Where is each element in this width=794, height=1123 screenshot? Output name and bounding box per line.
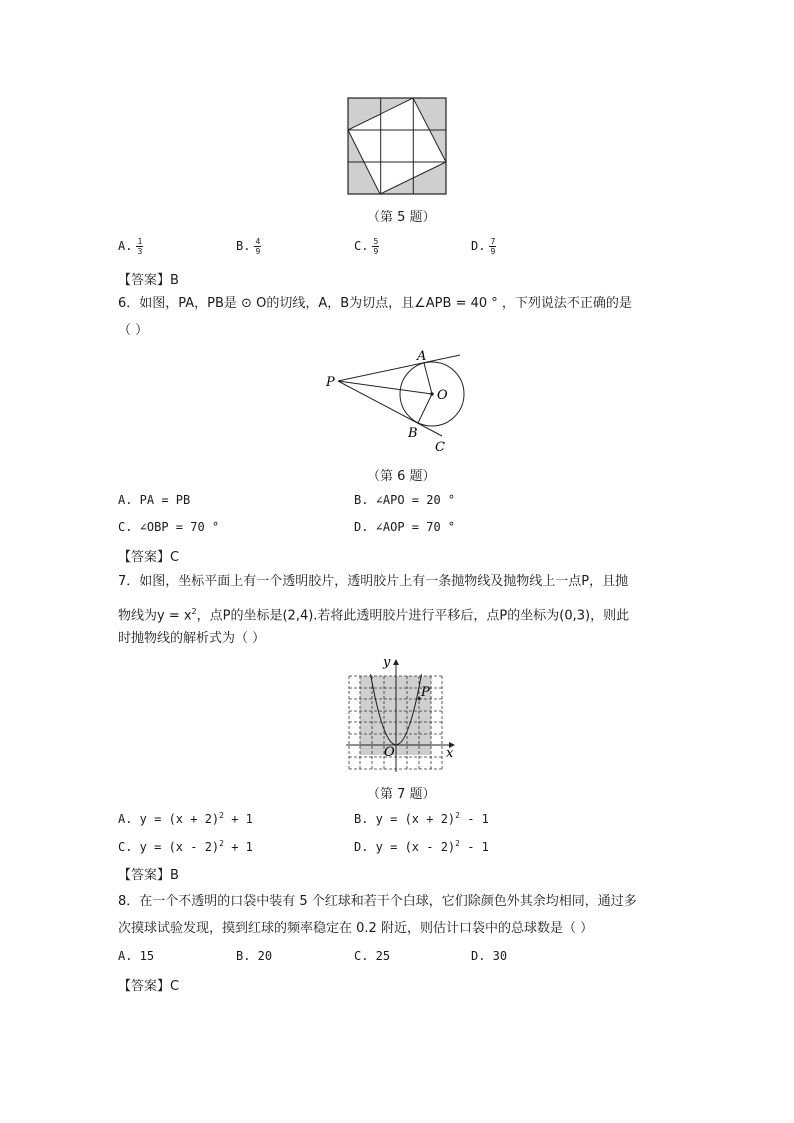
point-label-p: P bbox=[326, 375, 335, 390]
axis-label-x: x bbox=[446, 746, 454, 761]
q7-caption: （第 7 题） bbox=[367, 787, 436, 802]
option-label: D. bbox=[471, 239, 486, 253]
q7-figure bbox=[336, 654, 460, 774]
point-label-p: P bbox=[421, 685, 430, 700]
q7-option-a: A. $y = (x + 2)^2 + 1$ bbox=[118, 811, 253, 826]
q8-option-a: A. 15 bbox=[118, 949, 155, 963]
q7-stem-line1: 7．如图，坐标平面上有一个透明胶片，透明胶片上有一条抛物线及抛物线上一点P，且抛 bbox=[118, 574, 629, 589]
q8-option-d: D. 30 bbox=[471, 949, 508, 963]
q5-figure bbox=[346, 96, 448, 196]
q6-answer: 【答案】C bbox=[118, 550, 180, 565]
q6-stem-line1: 6．如图，PA，PB是 ⊙ O的切线，A，B为切点，且∠APB = 40 ° ，下列说法不正确的是 bbox=[118, 296, 632, 311]
q6-option-d: D. ∠AOP = 70 ° bbox=[354, 520, 456, 534]
fraction: $\frac{7}{9}$ bbox=[490, 237, 496, 256]
q8-answer: 【答案】C bbox=[118, 979, 180, 994]
q7-stem-line2: 物线为$y = x^2$，点P的坐标是(2,4).若将此透明胶片进行平移后，点P的坐标为(0,3)，则此 bbox=[118, 607, 630, 624]
q5-answer: 【答案】B bbox=[118, 273, 179, 288]
q8-stem-line2: 次摸球试验发现，摸到红球的频率稳定在 0.2 附近，则估计口袋中的总球数是（ ） bbox=[118, 921, 594, 936]
q7-answer: 【答案】B bbox=[118, 868, 179, 883]
q8-option-c: C. 25 bbox=[354, 949, 391, 963]
q7-option-c: C. y = (x - 2)$^2$ + 1 bbox=[118, 839, 253, 854]
q5-option-b bbox=[236, 237, 261, 256]
point-label-a: A bbox=[417, 349, 427, 364]
q6-option-a: A. PA = PB bbox=[118, 493, 191, 507]
q6-figure bbox=[320, 343, 470, 458]
fraction: $\frac{5}{9}$ bbox=[373, 237, 379, 256]
q6-stem-line2: （ ） bbox=[118, 323, 149, 338]
q8-stem-line1: 8．在一个不透明的口袋中装有 5 个红球和若干个白球，它们除颜色外其余均相同，通过多 bbox=[118, 894, 637, 909]
q6-option-c: C. ∠OBP = 70 ° bbox=[118, 520, 220, 534]
point-label-o: O bbox=[437, 388, 448, 403]
origin-label: O bbox=[384, 745, 395, 760]
option-label: C. bbox=[354, 239, 369, 253]
q7-option-b: B. $y = (x + 2)^2 - 1$ bbox=[354, 811, 489, 826]
q7-stem-line3: 时抛物线的解析式为（ ） bbox=[118, 631, 266, 646]
q6-option-b: B. ∠APO = 20 ° bbox=[354, 493, 456, 507]
option-label: B. bbox=[236, 239, 251, 253]
q5-option-c bbox=[354, 237, 379, 256]
point-label-b: B bbox=[408, 426, 418, 441]
q7-option-d: D. y = (x - 2)$^2$ - 1 bbox=[354, 839, 489, 854]
q5-option-a bbox=[118, 237, 143, 256]
q5-caption: （第 5 题） bbox=[367, 210, 436, 225]
point-label-c: C bbox=[435, 440, 445, 455]
option-label: A. bbox=[118, 239, 133, 253]
fraction: $\frac{1}{3}$ bbox=[137, 237, 143, 256]
q5-option-d bbox=[471, 237, 496, 256]
fraction: $\frac{4}{9}$ bbox=[255, 237, 261, 256]
q8-option-b: B. 20 bbox=[236, 949, 273, 963]
axis-label-y: y bbox=[383, 655, 391, 670]
q6-caption: （第 6 题） bbox=[367, 469, 436, 484]
